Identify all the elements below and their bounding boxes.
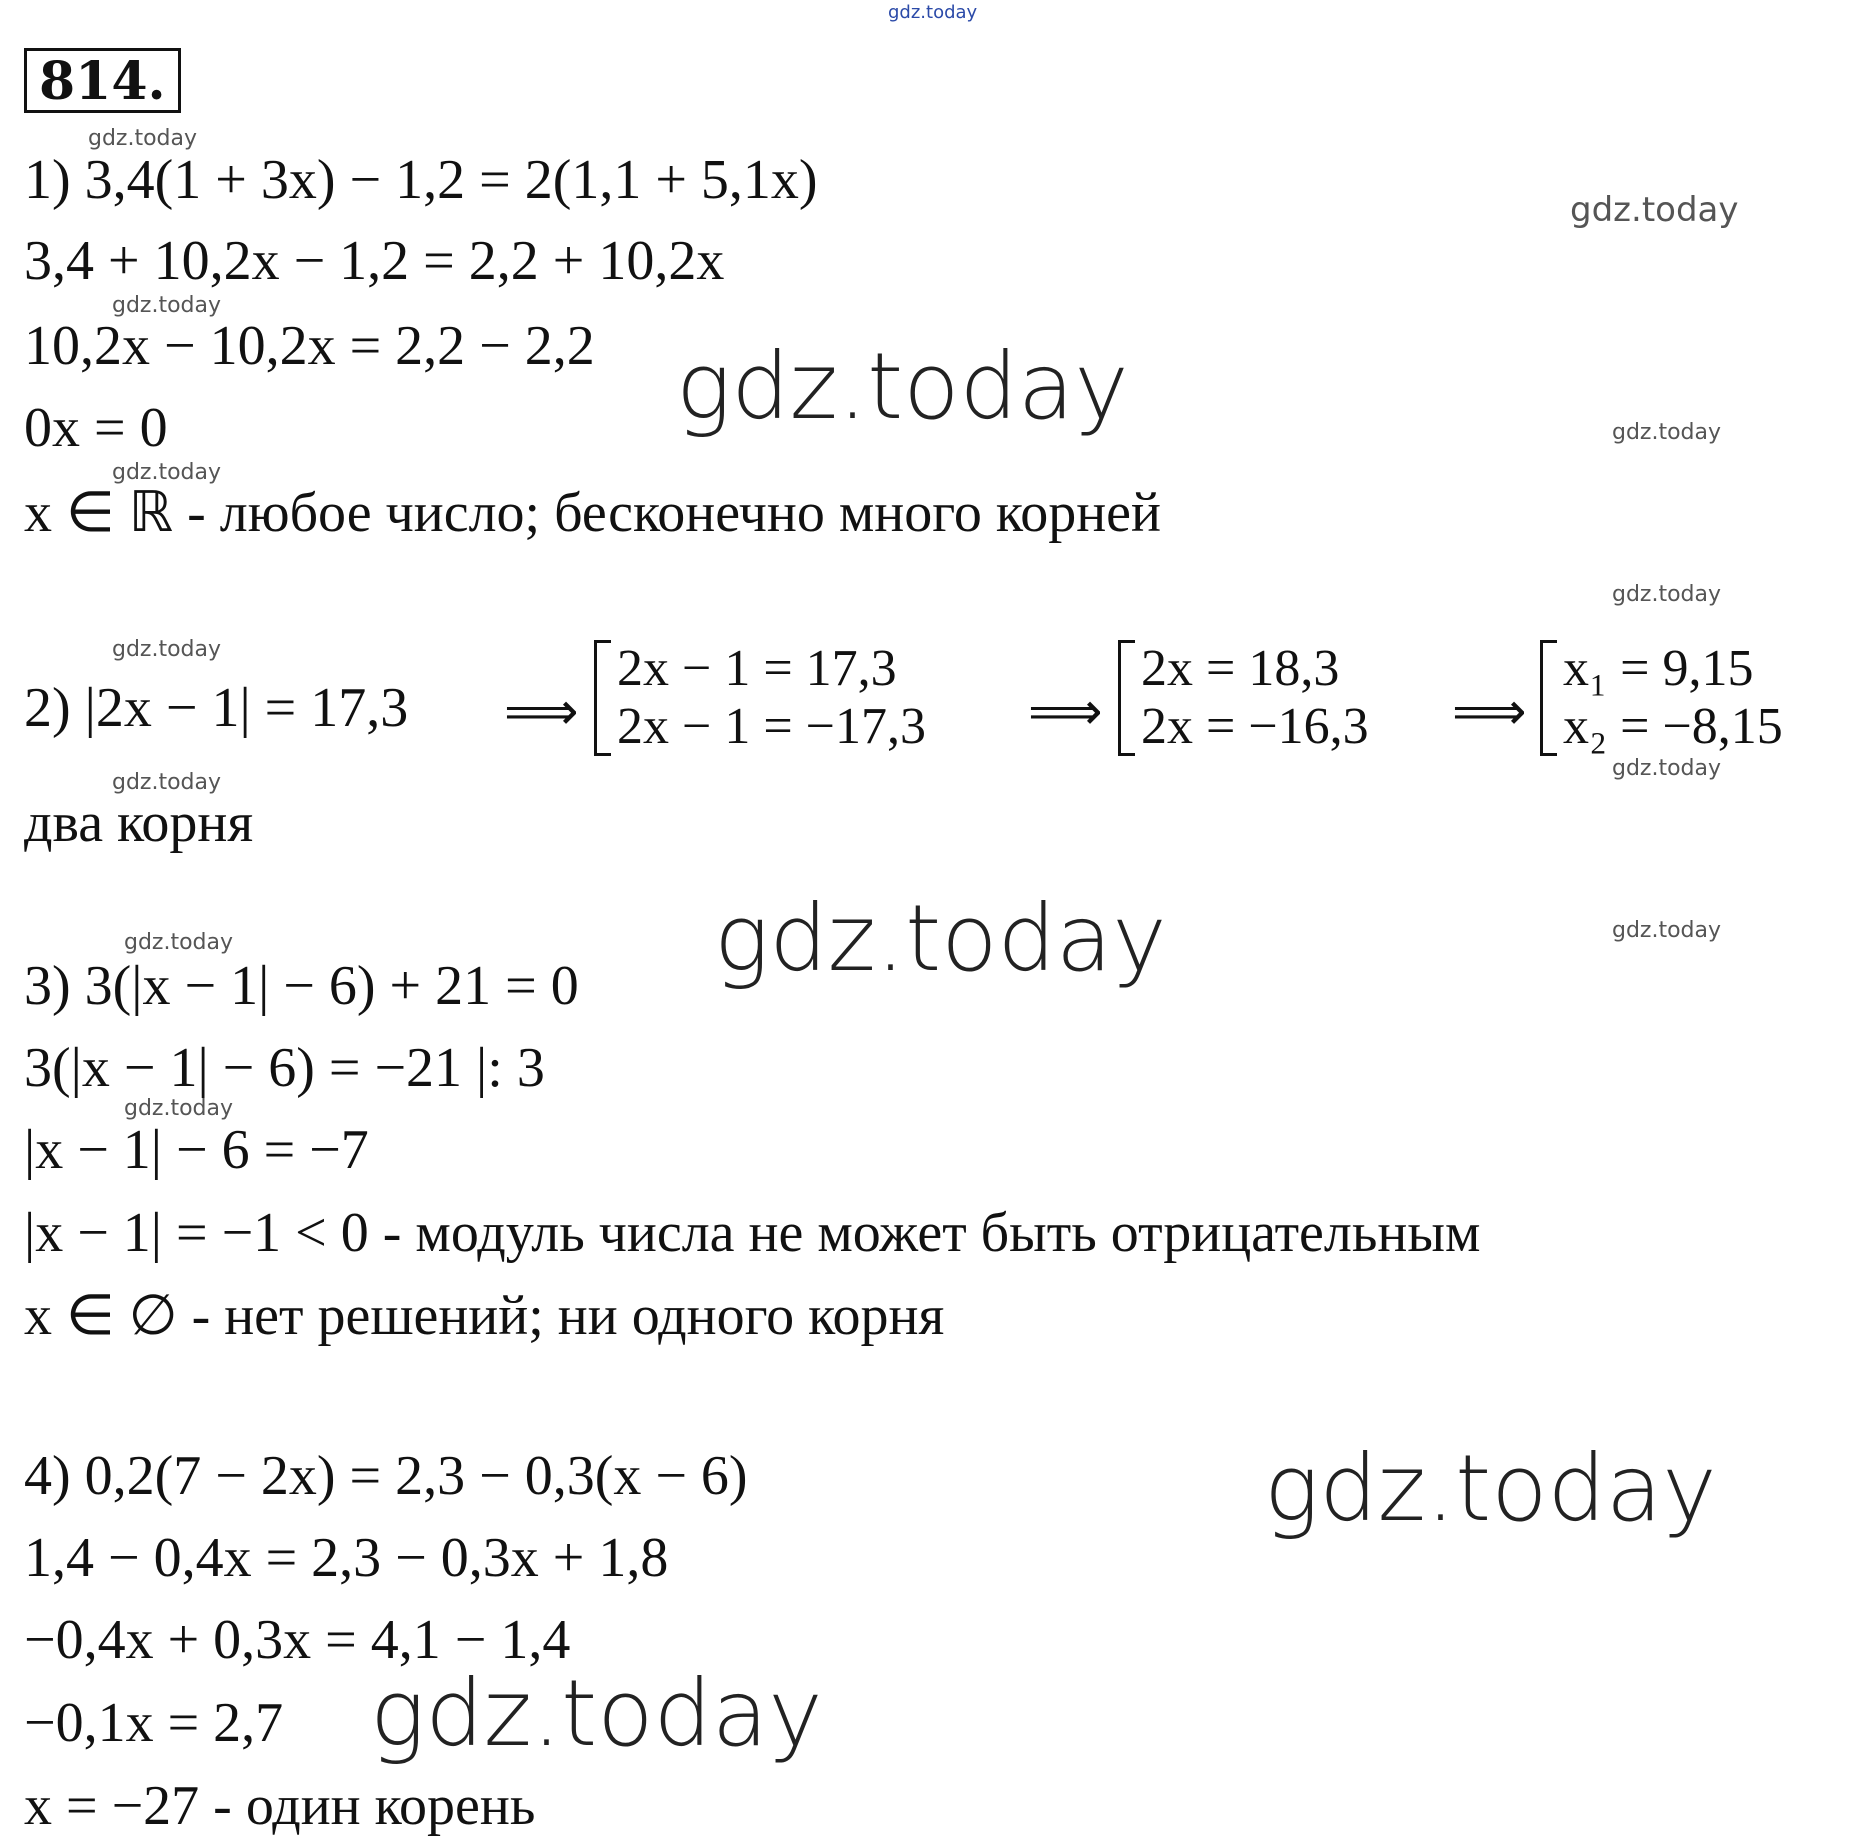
system-bracket [594, 640, 611, 756]
system-1-row1: 2x − 1 = 17,3 [617, 640, 897, 697]
part1-line1: 1) 3,4(1 + 3x) − 1,2 = 2(1,1 + 5,1x) [24, 149, 818, 211]
watermark: gdz.today [112, 293, 222, 318]
part1-line3: 10,2x − 10,2x = 2,2 − 2,2 [24, 315, 595, 377]
watermark: gdz.today [1612, 756, 1722, 781]
system-2-row2: 2x = −16,3 [1141, 698, 1369, 756]
implies-arrow: ⟹ [504, 682, 579, 742]
watermark-large: gdz.today [370, 1660, 823, 1767]
watermark: gdz.today [124, 1096, 234, 1121]
watermark: gdz.today [112, 770, 222, 795]
part3-line4: |x − 1| = −1 < 0 - модуль числа не может быть отрицательным [24, 1202, 1481, 1264]
part3-line3: |x − 1| − 6 = −7 [24, 1119, 369, 1181]
watermark-large: gdz.today [714, 885, 1167, 992]
part1-line5: x ∈ ℝ - любое число; бесконечно много корней [24, 482, 1162, 544]
implies-arrow: ⟹ [1452, 682, 1527, 742]
watermark: gdz.today [124, 930, 234, 955]
watermark-large: gdz.today [676, 333, 1129, 440]
watermark: gdz.today [1612, 420, 1722, 445]
system-3-row2: x₂ = −8,15 [1563, 698, 1783, 756]
system-1 [594, 640, 926, 756]
watermark: gdz.today [1570, 190, 1739, 230]
part4-line5: x = −27 - один корень [24, 1775, 536, 1837]
watermark-large: gdz.today [1264, 1435, 1717, 1542]
system-bracket [1118, 640, 1135, 756]
watermark: gdz.today [1612, 582, 1722, 607]
system-2-row1: 2x = 18,3 [1141, 640, 1340, 697]
watermark-top: gdz.today [888, 2, 978, 23]
part2-conclusion: два корня [24, 792, 254, 854]
part4-line3: −0,4x + 0,3x = 4,1 − 1,4 [24, 1609, 571, 1671]
part4-line1: 4) 0,2(7 − 2x) = 2,3 − 0,3(x − 6) [24, 1445, 748, 1507]
system-bracket [1540, 640, 1557, 756]
system-3-row1: x₁ = 9,15 [1563, 640, 1754, 697]
part1-line4: 0x = 0 [24, 397, 168, 459]
problem-number: 814. [24, 48, 181, 113]
watermark: gdz.today [1612, 918, 1722, 943]
system-3 [1540, 640, 1783, 756]
part2-lead: 2) |2x − 1| = 17,3 [24, 677, 409, 739]
part4-line2: 1,4 − 0,4x = 2,3 − 0,3x + 1,8 [24, 1527, 669, 1589]
watermark: gdz.today [88, 126, 198, 151]
part4-line4: −0,1x = 2,7 [24, 1692, 284, 1754]
part3-line5: x ∈ ∅ - нет решений; ни одного корня [24, 1285, 945, 1347]
part1-line2: 3,4 + 10,2x − 1,2 = 2,2 + 10,2x [24, 230, 725, 292]
system-2 [1118, 640, 1369, 756]
part3-line1: 3) 3(|x − 1| − 6) + 21 = 0 [24, 955, 579, 1017]
part3-line2: 3(|x − 1| − 6) = −21 |: 3 [24, 1037, 545, 1099]
watermark: gdz.today [112, 637, 222, 662]
system-1-row2: 2x − 1 = −17,3 [617, 698, 926, 756]
watermark: gdz.today [112, 460, 222, 485]
implies-arrow: ⟹ [1028, 682, 1103, 742]
